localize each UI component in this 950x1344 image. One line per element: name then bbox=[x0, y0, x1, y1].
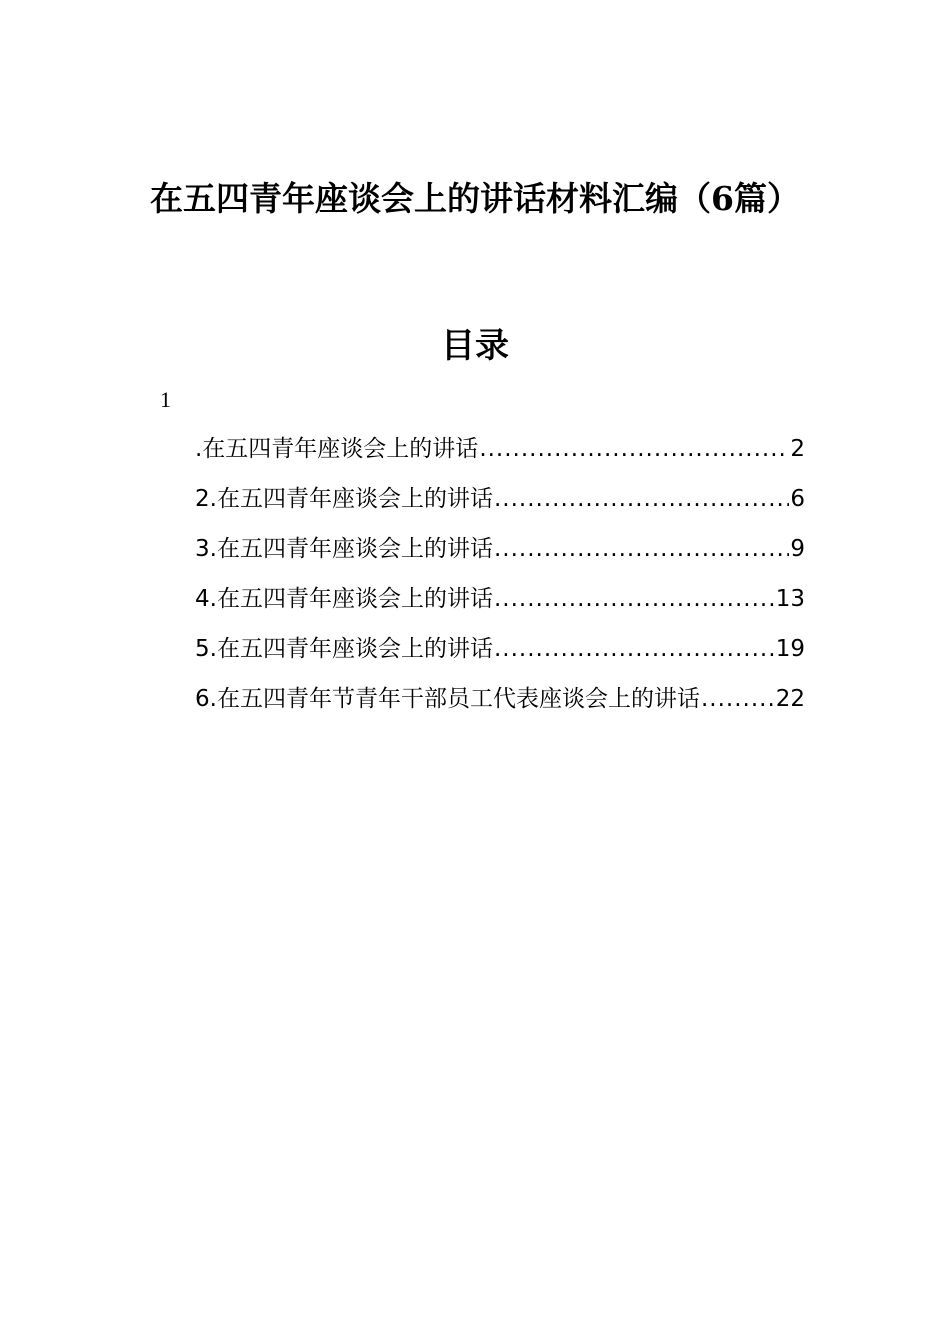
toc-entry-4[interactable] bbox=[195, 582, 805, 632]
toc-entry-page: 19 bbox=[775, 636, 805, 662]
toc-entry-1[interactable] bbox=[195, 432, 805, 482]
toc-entry-5[interactable] bbox=[195, 632, 805, 682]
toc-entry-label: 6.在五四青年节青年干部员工代表座谈会上的讲话 bbox=[195, 686, 700, 712]
toc-dot-leader bbox=[479, 432, 789, 466]
toc-dot-leader bbox=[701, 682, 775, 716]
toc-entry-page: 13 bbox=[775, 586, 805, 612]
table-of-contents bbox=[195, 432, 805, 732]
toc-entry-page: 22 bbox=[775, 686, 805, 712]
toc-dot-leader bbox=[494, 532, 789, 566]
toc-entry-label: .在五四青年座谈会上的讲话 bbox=[195, 436, 479, 462]
toc-dot-leader bbox=[494, 632, 775, 666]
toc-heading: 目录 bbox=[441, 326, 509, 366]
toc-entry-2[interactable] bbox=[195, 482, 805, 532]
toc-entry-page: 2 bbox=[790, 436, 805, 462]
toc-entry-label: 5.在五四青年座谈会上的讲话 bbox=[195, 636, 493, 662]
toc-orphan-number: 1 bbox=[160, 387, 171, 412]
toc-entry-label: 2.在五四青年座谈会上的讲话 bbox=[195, 486, 493, 512]
toc-entry-label: 4.在五四青年座谈会上的讲话 bbox=[195, 586, 493, 612]
toc-dot-leader bbox=[494, 482, 789, 516]
toc-entry-label: 3.在五四青年座谈会上的讲话 bbox=[195, 536, 493, 562]
toc-entry-page: 6 bbox=[790, 486, 805, 512]
toc-entry-page: 9 bbox=[790, 536, 805, 562]
toc-entry-6[interactable] bbox=[195, 682, 805, 732]
toc-dot-leader bbox=[494, 582, 775, 616]
toc-entry-3[interactable] bbox=[195, 532, 805, 582]
document-title: 在五四青年座谈会上的讲话材料汇编（6篇） bbox=[150, 179, 800, 218]
